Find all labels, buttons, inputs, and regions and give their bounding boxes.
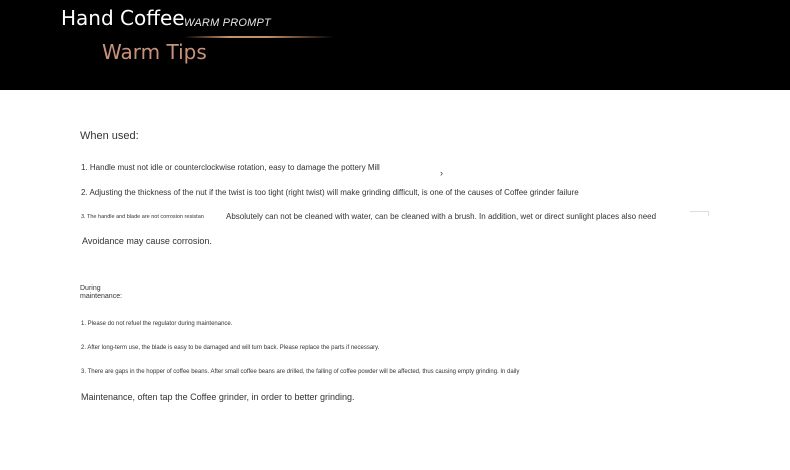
- tips-content: [0, 90, 790, 470]
- section-heading: Warm Tips: [102, 40, 207, 64]
- maintenance-item-3-continued: Maintenance, often tap the Coffee grinder, in order to better grinding.: [81, 392, 355, 402]
- maintenance-label: [80, 285, 140, 301]
- when-used-item-2: 2. Adjusting the thickness of the nut if the twist is too tight (right twist) will make grinding difficult, is one of the causes of Coffee grinder failure: [81, 188, 579, 197]
- brand-title: Hand Coffee: [61, 6, 185, 30]
- header-banner: [0, 0, 790, 90]
- divider-mark: [690, 211, 709, 216]
- when-used-label: When used:: [80, 130, 139, 142]
- when-used-item-1: 1. Handle must not idle or counterclockwise rotation, easy to damage the pottery Mill: [81, 163, 380, 172]
- section-subtitle: WARM PROMPT: [184, 17, 271, 29]
- maintenance-label-line-2: maintenance:: [80, 293, 123, 300]
- maintenance-label-line-1: During: [80, 285, 101, 292]
- when-used-item-3-prefix: 3. The handle and blade are not corrosion resistan: [81, 214, 204, 220]
- when-used-item-3: Absolutely can not be cleaned with water, can be cleaned with a brush. In addition, wet or direct sunlight places also need: [226, 212, 657, 221]
- when-used-item-3-continued: Avoidance may cause corrosion.: [82, 236, 212, 246]
- accent-divider: [184, 36, 334, 38]
- stray-mark: ›: [440, 168, 443, 178]
- maintenance-item-1: 1. Please do not refuel the regulator during maintenance.: [81, 321, 233, 327]
- maintenance-item-2: 2. After long-term use, the blade is easy to be damaged and will turn back. Please replace the parts if necessary.: [81, 345, 380, 351]
- maintenance-item-3: 3. There are gaps in the hopper of coffee beans. After small coffee beans are drilled, the falling of coffee powder will be affected, thus causing empty grinding. In daily: [81, 369, 520, 375]
